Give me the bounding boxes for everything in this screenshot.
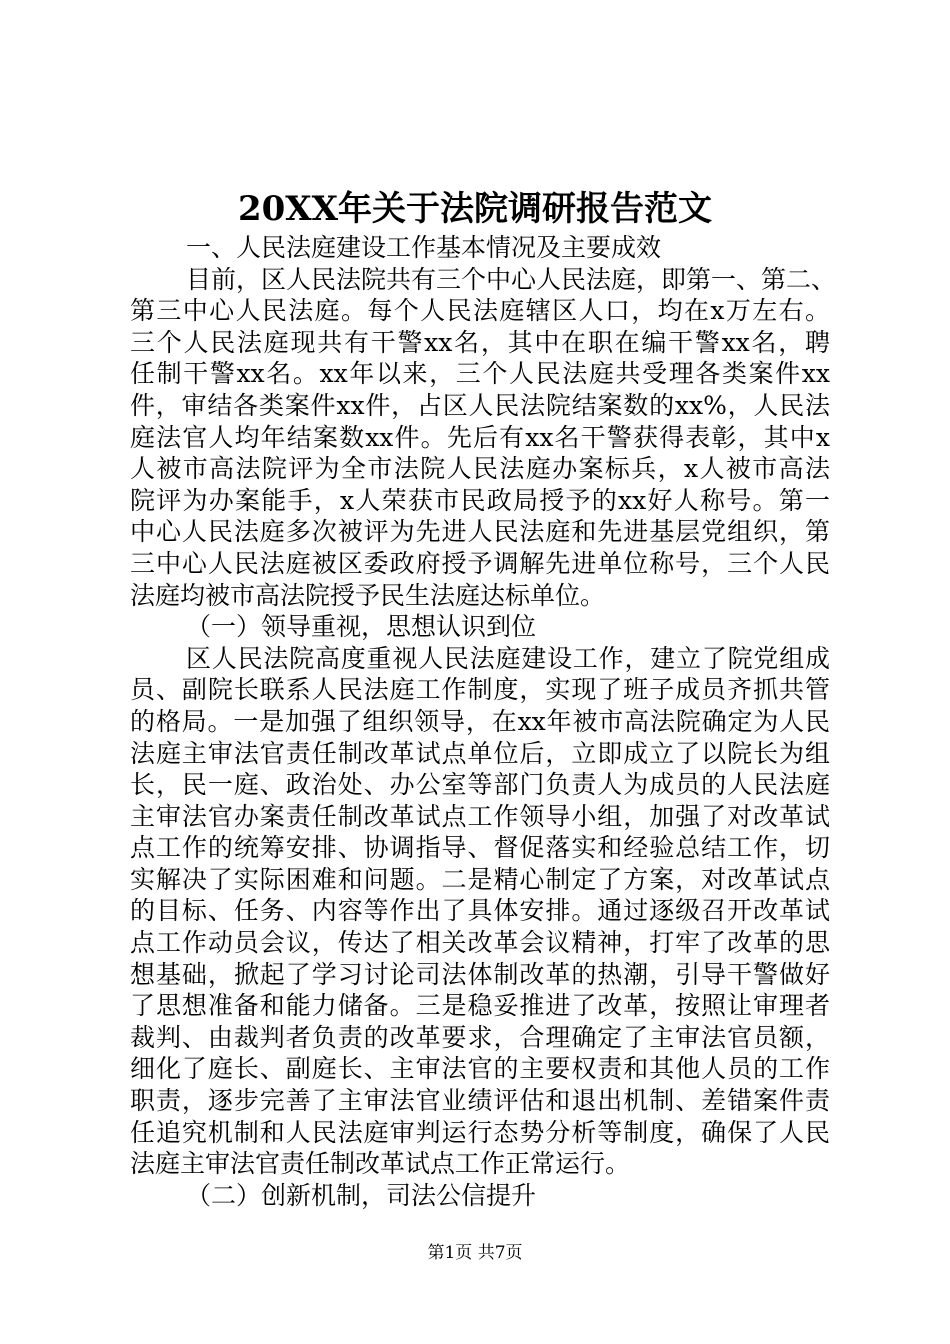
paragraph-line: 法庭主审法官责任制改革试点工作正常运行。 [130,1149,631,1179]
paragraph-line: 职责，逐步完善了主审法官业绩评估和退出机制、差错案件责 [130,1086,830,1116]
paragraph-line: 实解决了实际困难和问题。二是精心制定了方案，对改革试点 [130,864,830,894]
paragraph-line: 区人民法院高度重视人民法庭建设工作，建立了院党组成 [186,643,830,673]
paragraph-line: 人被市高法院评为全市法院人民法庭办案标兵，x人被市高法 [130,454,830,484]
paragraph-line: 的目标、任务、内容等作出了具体安排。通过逐级召开改革试 [130,896,830,926]
paragraph-line: 中心人民法庭多次被评为先进人民法庭和先进基层党组织，第 [130,517,830,547]
paragraph-line: 法庭均被市高法院授予民生法庭达标单位。 [130,580,606,610]
paragraph-line: 裁判、由裁判者负责的改革要求，合理确定了主审法官员额， [130,1022,830,1052]
paragraph-line: 主审法官办案责任制改革试点工作领导小组，加强了对改革试 [130,801,830,831]
subsection-heading: （二）创新机制，司法公信提升 [186,1180,537,1210]
paragraph-line: 的格局。一是加强了组织领导，在xx年被市高法院确定为人民 [130,706,830,736]
paragraph-line: 三个人民法庭现共有干警xx名，其中在职在编干警xx名，聘 [130,327,830,357]
paragraph-line: 点工作动员会议，传达了相关改革会议精神，打牢了改革的思 [130,928,830,958]
paragraph-line: 了思想准备和能力储备。三是稳妥推进了改革，按照让审理者 [130,991,830,1021]
document-title: 20XX年关于法院调研报告范文 [237,189,713,229]
paragraph-line: 庭法官人均年结案数xx件。先后有xx名干警获得表彰，其中x [130,422,830,452]
paragraph-line: 件，审结各类案件xx件，占区人民法院结案数的xx%，人民法 [130,390,830,420]
document-body [130,232,837,1211]
paragraph-line: 长，民一庭、政治处、办公室等部门负责人为成员的人民法庭 [130,770,830,800]
paragraph-line: 任追究机制和人民法庭审判运行态势分析等制度，确保了人民 [130,1117,830,1147]
paragraph-line: 细化了庭长、副庭长、主审法官的主要权责和其他人员的工作 [130,1054,830,1084]
paragraph-line: 三中心人民法庭被区委政府授予调解先进单位称号，三个人民 [130,548,830,578]
paragraph-line: 法庭主审法官责任制改革试点单位后，立即成立了以院长为组 [130,738,830,768]
paragraph-line: 院评为办案能手，x人荣获市民政局授予的xx好人称号。第一 [130,485,830,515]
paragraph-line: 目前，区人民法院共有三个中心人民法庭，即第一、第二、 [186,264,837,294]
page-number: 第1页 共7页 [427,1243,523,1263]
paragraph-line: 想基础，掀起了学习讨论司法体制改革的热潮，引导干警做好 [130,959,830,989]
paragraph-line: 员、副院长联系人民法庭工作制度，实现了班子成员齐抓共管 [130,675,830,705]
section-heading: 一、人民法庭建设工作基本情况及主要成效 [186,233,662,262]
paragraph-line: 第三中心人民法庭。每个人民法庭辖区人口，均在x万左右。 [130,296,830,326]
paragraph-line: 任制干警xx名。xx年以来，三个人民法庭共受理各类案件xx [130,359,830,389]
subsection-heading: （一）领导重视，思想认识到位 [186,612,537,642]
paragraph-line: 点工作的统筹安排、协调指导、督促落实和经验总结工作，切 [130,833,830,863]
